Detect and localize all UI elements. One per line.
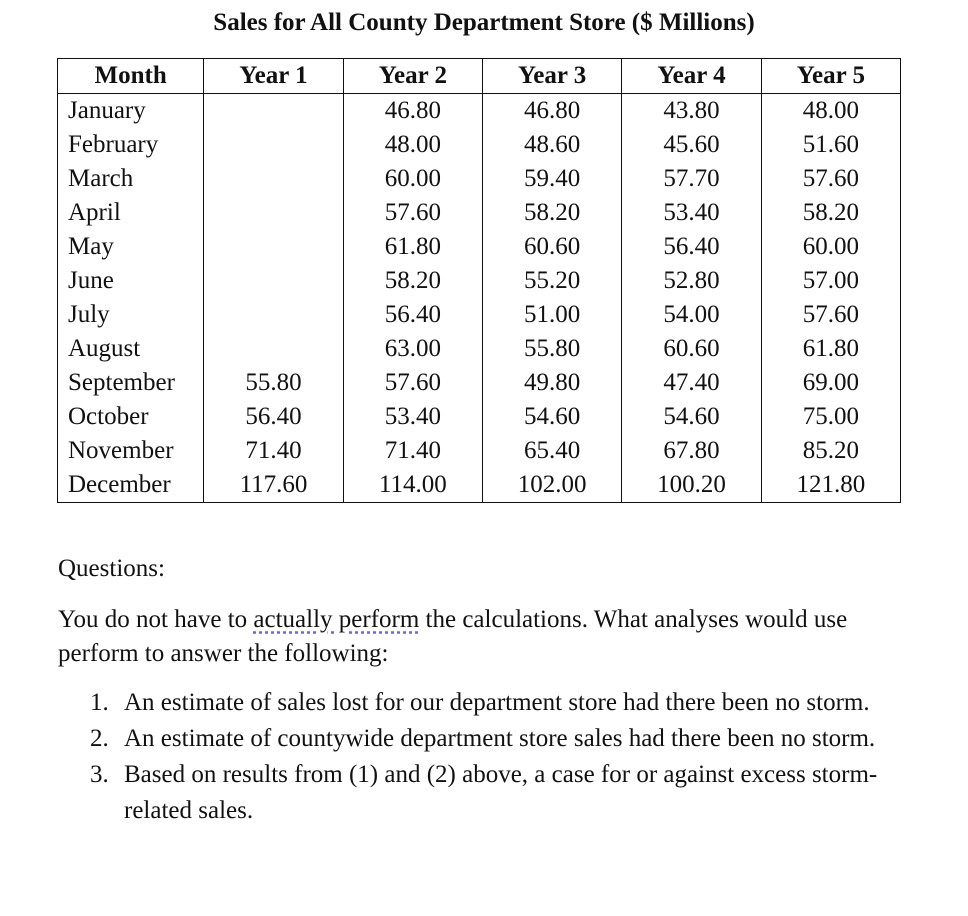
sales-cell: 85.20 <box>761 434 900 468</box>
table-row <box>58 196 901 230</box>
sales-cell: 43.80 <box>622 94 761 129</box>
sales-cell: 47.40 <box>622 366 761 400</box>
sales-cell: 57.60 <box>761 298 900 332</box>
table-header-row <box>58 59 901 94</box>
question-item <box>90 721 918 757</box>
sales-cell: 48.00 <box>343 128 482 162</box>
sales-cell <box>204 332 343 366</box>
sales-cell <box>204 264 343 298</box>
question-item <box>90 685 918 721</box>
month-cell: May <box>58 230 204 264</box>
month-cell: December <box>58 468 204 503</box>
sales-cell: 56.40 <box>204 400 343 434</box>
questions-intro <box>58 603 918 671</box>
sales-cell: 46.80 <box>343 94 482 129</box>
question-text: An estimate of countywide department store sales had there been no storm. <box>124 725 876 752</box>
sales-cell <box>204 162 343 196</box>
sales-cell: 61.80 <box>343 230 482 264</box>
month-cell: June <box>58 264 204 298</box>
sales-cell: 45.60 <box>622 128 761 162</box>
sales-cell <box>204 230 343 264</box>
page-title: Sales for All County Department Store ($ Millions) <box>213 9 755 36</box>
sales-cell: 56.40 <box>622 230 761 264</box>
sales-cell: 71.40 <box>343 434 482 468</box>
sales-cell: 48.60 <box>483 128 622 162</box>
sales-cell: 54.60 <box>483 400 622 434</box>
month-cell: July <box>58 298 204 332</box>
sales-cell: 71.40 <box>204 434 343 468</box>
sales-cell: 58.20 <box>483 196 622 230</box>
sales-cell: 51.00 <box>483 298 622 332</box>
sales-cell: 57.60 <box>343 196 482 230</box>
month-cell: April <box>58 196 204 230</box>
sales-cell: 56.40 <box>343 298 482 332</box>
table-body <box>58 94 901 503</box>
sales-cell: 69.00 <box>761 366 900 400</box>
sales-cell: 54.60 <box>622 400 761 434</box>
column-header-year: Year 2 <box>343 59 482 94</box>
sales-cell: 61.80 <box>761 332 900 366</box>
sales-cell: 54.00 <box>622 298 761 332</box>
sales-cell <box>204 298 343 332</box>
sales-cell: 52.80 <box>622 264 761 298</box>
table-row <box>58 230 901 264</box>
sales-cell: 55.80 <box>483 332 622 366</box>
question-text: Based on results from (1) and (2) above, a case for or against excess storm-related sales. <box>124 761 878 824</box>
table-row <box>58 94 901 129</box>
sales-table <box>57 58 901 503</box>
column-header-year: Year 4 <box>622 59 761 94</box>
question-item <box>90 757 918 829</box>
sales-cell: 58.20 <box>343 264 482 298</box>
sales-cell: 60.60 <box>622 332 761 366</box>
sales-cell: 53.40 <box>343 400 482 434</box>
table-row <box>58 366 901 400</box>
table-row <box>58 128 901 162</box>
sales-cell: 100.20 <box>622 468 761 503</box>
sales-cell: 117.60 <box>204 468 343 503</box>
sales-cell: 57.70 <box>622 162 761 196</box>
question-number: 3. <box>90 761 109 788</box>
sales-cell: 114.00 <box>343 468 482 503</box>
question-list <box>58 685 918 829</box>
sales-cell: 121.80 <box>761 468 900 503</box>
intro-text-end: the calculations. What analyses would use perform to answer the following: <box>58 606 848 667</box>
month-cell: January <box>58 94 204 129</box>
table-row <box>58 264 901 298</box>
table-row <box>58 332 901 366</box>
sales-cell: 48.00 <box>761 94 900 129</box>
sales-cell: 60.60 <box>483 230 622 264</box>
sales-cell: 57.60 <box>761 162 900 196</box>
month-cell: November <box>58 434 204 468</box>
question-number: 2. <box>90 725 109 752</box>
sales-cell: 102.00 <box>483 468 622 503</box>
sales-cell: 53.40 <box>622 196 761 230</box>
month-cell: February <box>58 128 204 162</box>
questions-section <box>58 552 918 829</box>
sales-cell: 46.80 <box>483 94 622 129</box>
intro-text-start: You do not have to <box>58 606 254 633</box>
table-row <box>58 162 901 196</box>
column-header-year: Year 3 <box>483 59 622 94</box>
question-number: 1. <box>90 689 109 716</box>
sales-cell: 59.40 <box>483 162 622 196</box>
sales-cell: 57.60 <box>343 366 482 400</box>
column-header-year: Year 5 <box>761 59 900 94</box>
month-cell: September <box>58 366 204 400</box>
table-row <box>58 434 901 468</box>
month-cell: October <box>58 400 204 434</box>
table-row <box>58 468 901 503</box>
sales-cell <box>204 196 343 230</box>
column-header-year: Year 1 <box>204 59 343 94</box>
column-header-month: Month <box>58 59 204 94</box>
sales-cell: 58.20 <box>761 196 900 230</box>
month-cell: August <box>58 332 204 366</box>
sales-cell: 67.80 <box>622 434 761 468</box>
sales-cell: 51.60 <box>761 128 900 162</box>
sales-cell: 60.00 <box>343 162 482 196</box>
sales-cell <box>204 94 343 129</box>
question-text: An estimate of sales lost for our department store had there been no storm. <box>124 689 870 716</box>
table-row <box>58 400 901 434</box>
intro-underlined-text: actually perform <box>253 606 420 633</box>
month-cell: March <box>58 162 204 196</box>
sales-cell: 63.00 <box>343 332 482 366</box>
questions-heading: Questions: <box>58 555 165 582</box>
sales-cell: 55.20 <box>483 264 622 298</box>
table-row <box>58 298 901 332</box>
sales-cell: 55.80 <box>204 366 343 400</box>
sales-cell <box>204 128 343 162</box>
sales-cell: 75.00 <box>761 400 900 434</box>
sales-cell: 49.80 <box>483 366 622 400</box>
sales-cell: 65.40 <box>483 434 622 468</box>
sales-cell: 60.00 <box>761 230 900 264</box>
sales-cell: 57.00 <box>761 264 900 298</box>
